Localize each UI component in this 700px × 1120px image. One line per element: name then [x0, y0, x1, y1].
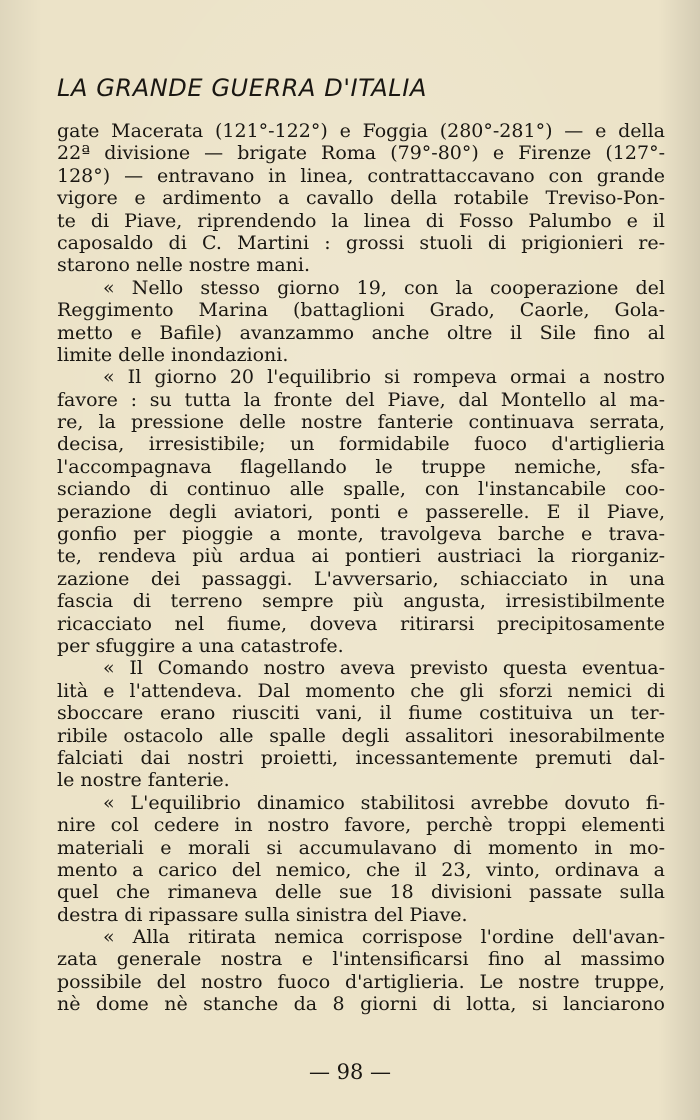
text-line: mento a carico del nemico, che il 23, vinto, ordinava a — [57, 858, 665, 881]
text-line: zazione dei passaggi. L'avversario, schiacciato in una — [57, 567, 665, 590]
text-line: le nostre fanterie. — [57, 769, 230, 792]
text-line: te di Piave, riprendendo la linea di Fosso Palumbo e il — [57, 209, 665, 232]
text-line: ribile ostacolo alle spalle degli assalitori inesorabilmente — [57, 724, 665, 747]
text-line: per sfuggire a una catastrofe. — [57, 634, 344, 657]
text-line: limite delle inondazioni. — [57, 343, 289, 366]
text-line: favore : su tutta la fronte del Piave, dal Montello al ma- — [57, 388, 665, 411]
text-line: falciati dai nostri proietti, incessantemente premuti dal- — [57, 746, 665, 769]
text-line: re, la pressione delle nostre fanterie continuava serrata, — [57, 411, 665, 434]
text-line: « Il giorno 20 l'equilibrio si rompeva ormai a nostro — [103, 366, 665, 389]
text-line: nè dome nè stanche da 8 giorni di lotta, si lanciarono — [57, 993, 665, 1016]
text-line: starono nelle nostre mani. — [57, 254, 310, 277]
text-line: possibile del nostro fuoco d'artiglieria. Le nostre truppe, — [57, 970, 665, 993]
text-line: nire col cedere in nostro favore, perchè troppi elementi — [57, 814, 665, 837]
body-text — [57, 120, 665, 1016]
text-line: lità e l'attendeva. Dal momento che gli sforzi nemici di — [57, 679, 665, 702]
page-number: — 98 — — [308, 1060, 392, 1084]
text-line: caposaldo di C. Martini : grossi stuoli di prigionieri re- — [57, 231, 665, 254]
text-line: 22ª divisione — brigate Roma (79°-80°) e Firenze (127°- — [57, 142, 665, 165]
text-line: ricacciato nel fiume, doveva ritirarsi precipitosamente — [57, 612, 665, 635]
text-line: zata generale nostra e l'intensificarsi fino al massimo — [57, 948, 665, 971]
text-line: Reggimento Marina (battaglioni Grado, Caorle, Gola- — [57, 299, 665, 322]
text-line: « Nello stesso giorno 19, con la cooperazione del — [103, 276, 665, 299]
text-line: metto e Bafile) avanzammo anche oltre il Sile fino al — [57, 321, 665, 344]
text-line: « Alla ritirata nemica corrispose l'ordine dell'avan- — [103, 926, 665, 949]
text-line: perazione degli aviatori, ponti e passerelle. E il Piave, — [57, 500, 665, 523]
text-line: decisa, irresistibile; un formidabile fuoco d'artiglieria — [57, 433, 665, 456]
text-line: gate Macerata (121°-122°) e Foggia (280°-281°) — e della — [57, 120, 665, 142]
text-line: te, rendeva più ardua ai pontieri austriaci la riorganiz- — [57, 545, 665, 568]
text-line: « L'equilibrio dinamico stabilitosi avrebbe dovuto fi- — [103, 791, 665, 814]
text-line: destra di ripassare sulla sinistra del Piave. — [57, 903, 468, 926]
text-line: sboccare erano riusciti vani, il fiume costituiva un ter- — [57, 702, 665, 725]
text-line: l'accompagnava flagellando le truppe nemiche, sfa- — [57, 455, 665, 478]
text-line: gonfio per pioggie a monte, travolgeva barche e trava- — [57, 523, 665, 546]
text-line: 128°) — entravano in linea, contrattaccavano con grande — [57, 164, 665, 187]
running-title: LA GRANDE GUERRA D'ITALIA — [57, 74, 427, 102]
text-line: vigore e ardimento a cavallo della rotabile Treviso-Pon- — [57, 187, 665, 210]
text-line: quel che rimaneva delle sue 18 divisioni passate sulla — [57, 881, 665, 904]
text-line: « Il Comando nostro aveva previsto questa eventua- — [103, 657, 665, 680]
text-line: sciando di continuo alle spalle, con l'instancabile coo- — [57, 478, 665, 501]
text-line: materiali e morali si accumulavano di momento in mo- — [57, 836, 665, 859]
text-line: fascia di terreno sempre più angusta, irresistibilmente — [57, 590, 665, 613]
